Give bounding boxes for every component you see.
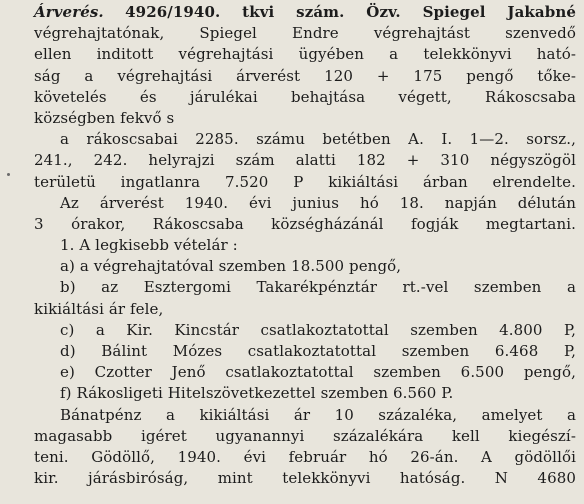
notice-line-4: ság a végrehajtási árverést 120 + 175 pengő tőke- [34, 66, 576, 85]
notice-line-5: követelés és járulékai behajtása végett, Rákoscsaba [34, 87, 576, 106]
notice-line-14: b) az Esztergomi Takarékpénztár rt.-vel szemben a [60, 278, 576, 297]
notice-line-11: 3 órakor, Rákoscsaba községházánál fogják megtartani. [34, 214, 576, 233]
notice-line-15: kikiáltási ár fele, [34, 299, 164, 318]
notice-line-7: a rákoscsabai 2285. számu betétben A. I. 1—2. sorsz., [60, 130, 576, 149]
print-speck [7, 173, 10, 176]
case-reference: 4926/1940. tkvi szám. Özv. Spiegel Jakabné [125, 3, 576, 21]
notice-line-10: Az árverést 1940. évi junius hó 18. napján délután [60, 193, 576, 212]
notice-heading: Árverés. [34, 3, 104, 21]
notice-line-20: Bánatpénz a kikiáltási ár 10 százaléka, amelyet a [60, 405, 576, 424]
notice-line-23: kir. járásbiróság, mint telekkönyvi hatóság. N 4680 [34, 469, 576, 488]
notice-line-6: községben fekvő s [34, 108, 175, 127]
notice-line-8: 241., 242. helyrajzi szám alatti 182 + 310 négyszögöl [34, 151, 576, 170]
notice-line-13: a) a végrehajtatóval szemben 18.500 pengő, [60, 257, 402, 276]
notice-line-1 [34, 2, 576, 23]
notice-body [34, 23, 576, 489]
notice-line-19: f) Rákosligeti Hitelszövetkezettel szemben 6.560 P. [60, 384, 454, 403]
notice-line-12: 1. A legkisebb vételár : [60, 236, 238, 255]
notice-line-18: e) Czotter Jenő csatlakoztatottal szemben 6.500 pengő, [60, 363, 576, 382]
notice-line-16: c) a Kir. Kincstár csatlakoztatottal szemben 4.800 P, [60, 320, 576, 339]
notice-line-3: ellen inditott végrehajtási ügyében a telekkönyvi ható- [34, 45, 576, 64]
notice-line-17: d) Bálint Mózes csatlakoztatottal szemben 6.468 P, [60, 342, 576, 360]
notice-line-21: magasabb igéret ugyanannyi százalékára kell kiegészí- [34, 426, 576, 445]
notice-line-9: területü ingatlanra 7.520 P kikiáltási árban elrendelte. [34, 172, 576, 191]
notice-line-2: végrehajtatónak, Spiegel Endre végrehajtást szenvedő [34, 24, 576, 43]
notice-line-22: teni. Gödöllő, 1940. évi február hó 26-án. A gödöllői [34, 447, 576, 466]
